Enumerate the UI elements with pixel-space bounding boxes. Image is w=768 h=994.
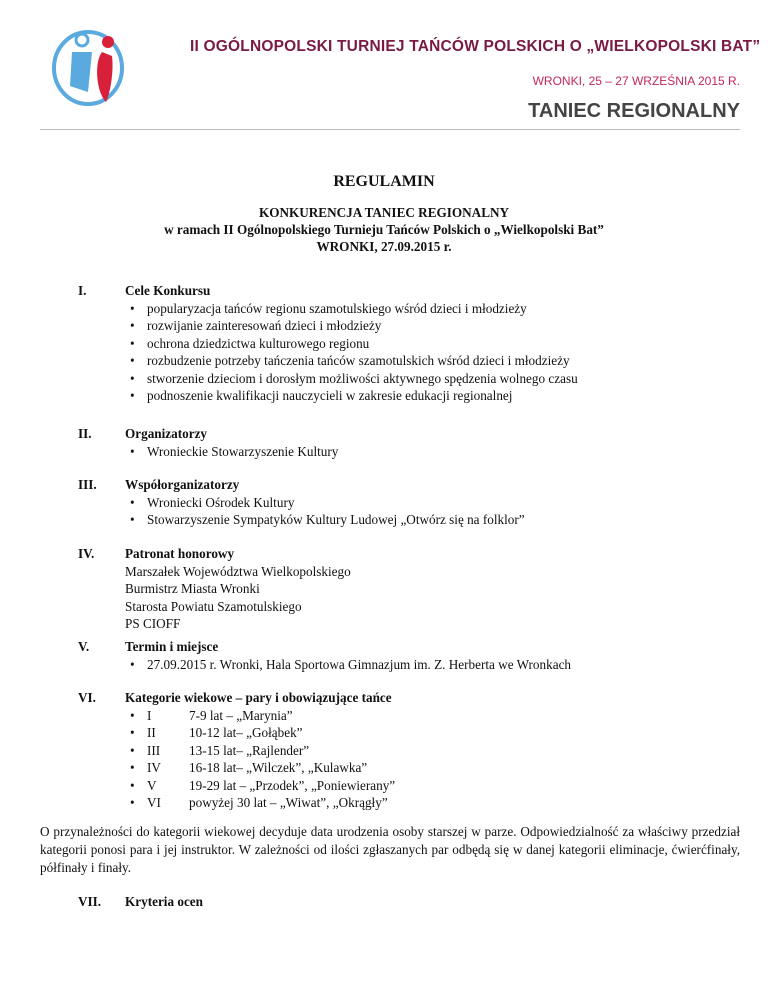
section-number: VI. [78,690,96,705]
header-divider [40,129,740,130]
category-description: 10-12 lat– „Gołąbek” [189,725,303,740]
list-item: • Stowarzyszenie Sympatyków Kultury Ludowej „Otwórz się na folklor” [125,511,738,529]
list-item: • rozbudzenie potrzeby tańczenia tańców szamotulskich wśród dzieci i młodzieży [125,352,738,370]
category-code: • II [147,725,156,740]
page-header [0,0,768,132]
list-item: • 27.09.2015 r. Wronki, Hala Sportowa Gimnazjum im. Z. Herberta we Wronkach [125,656,738,674]
list-item: • popularyzacja tańców regionu szamotulskiego wśród dzieci i młodzieży [125,300,738,318]
tournament-title: II OGÓLNOPOLSKI TURNIEJ TAŃCÓW POLSKICH O „WIELKOPOLSKI BAT” [190,38,761,55]
category-rules-paragraph: O przynależności do kategorii wiekowej decyduje data urodzenia osoby starszej w parze. Odpowiedzialność za właściwy przedział kategorii ponosi para i jej instruktor. W zależności od ilości zgłaszanych par odbędą się w danej kategorii eliminacje, ćwierćfinały, półfinały i finały. [40,824,740,875]
list-item: • ochrona dziedzictwa kulturowego regionu [125,335,738,353]
category-row [125,724,738,742]
category-description: 16-18 lat– „Wilczek”, „Kulawka” [189,760,368,775]
list-item: • podnoszenie kwalifikacji nauczycieli w zakresie edukacji regionalnej [125,387,738,405]
tournament-logo [48,22,140,122]
section-title: Cele Konkursu [125,283,211,298]
category-description: 13-15 lat– „Rajlender” [189,742,310,758]
document-title: REGULAMIN [333,173,435,190]
patron-line: Starosta Powiatu Szamotulskiego [125,598,302,614]
patron-line: PS CIOFF [125,616,181,631]
list-item: • rozwijanie zainteresowań dzieci i młodzieży [125,317,738,335]
competition-category: TANIEC REGIONALNY [528,100,740,122]
section-number: II. [78,426,92,441]
section-title: Organizatorzy [125,426,208,441]
category-description: powyżej 30 lat – „Wiwat”, „Okrągły” [189,795,388,810]
section-title: Patronat honorowy [125,546,235,561]
section-number: III. [78,477,97,492]
category-row [125,707,738,725]
patron-line: Burmistrz Miasta Wronki [125,581,260,596]
section-title: Kategorie wiekowe – pary i obowiązujące tańce [125,690,392,705]
section-number: V. [78,639,90,654]
list-item: • stworzenie dzieciom i dorosłym możliwości aktywnego spędzenia wolnego czasu [125,370,738,388]
category-code: • III [147,742,161,758]
category-row [125,742,738,760]
subtitle-date-place: WRONKI, 27.09.2015 r. [316,239,452,254]
category-description: 19-29 lat – „Przodek”, „Poniewierany” [189,777,396,793]
category-description: 7-9 lat – „Marynia” [189,707,293,723]
subtitle-tournament: w ramach II Ogólnopolskiego Turnieju Tańców Polskich o „Wielkopolski Bat” [164,222,604,237]
list-item: • Wronieckie Stowarzyszenie Kultury [125,443,738,461]
category-code: • I [147,707,152,723]
category-code: • V [147,777,157,793]
section-title: Termin i miejsce [125,639,219,654]
category-row [125,759,738,777]
section-number: I. [78,283,87,298]
section-number: VII. [78,894,102,909]
category-code: • IV [147,760,161,775]
category-code: • VI [147,795,161,810]
list-item: • Wroniecki Ośrodek Kultury [125,494,738,512]
section-number: IV. [78,546,95,561]
category-row [125,777,738,795]
section-title: Kryteria ocen [125,894,203,909]
section-title: Współorganizatorzy [125,477,240,492]
category-row [125,794,738,812]
patron-line: Marszałek Województwa Wielkopolskiego [125,563,351,579]
tournament-date: WRONKI, 25 – 27 WRZEŚNIA 2015 R. [532,74,740,88]
subtitle-competition: KONKURENCJA TANIEC REGIONALNY [258,205,510,220]
